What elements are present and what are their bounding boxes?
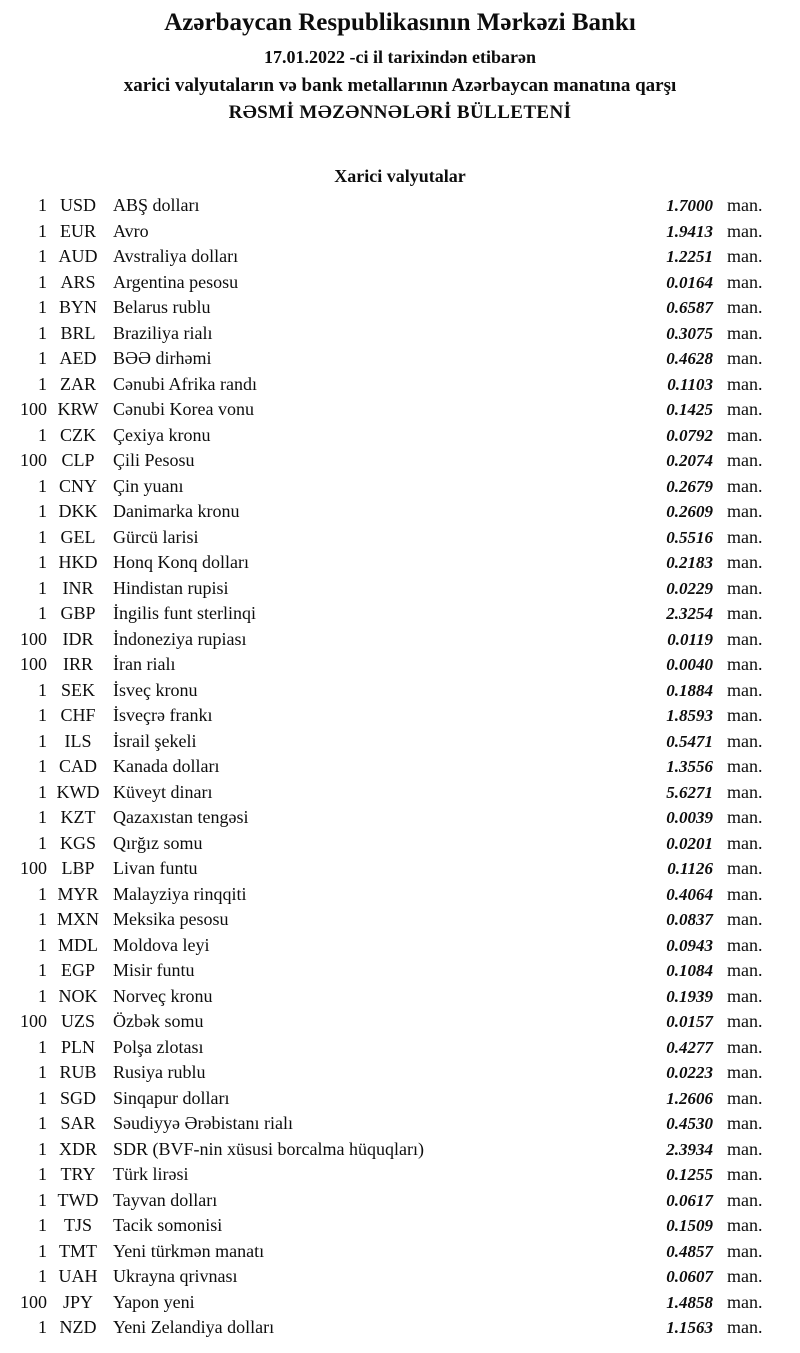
bank-title: Azərbaycan Respublikasının Mərkəzi Bankı bbox=[164, 9, 636, 36]
currency-code: MXN bbox=[56, 909, 99, 929]
currency-rate: 0.2609 bbox=[666, 502, 713, 521]
currency-row bbox=[0, 499, 800, 525]
currency-quantity: 1 bbox=[38, 246, 47, 266]
currency-name: İran rialı bbox=[113, 654, 176, 674]
currency-rate: 1.9413 bbox=[666, 221, 713, 241]
currency-row bbox=[0, 729, 800, 755]
currency-rate: 0.2074 bbox=[666, 451, 713, 470]
currency-name: BƏƏ dirhəmi bbox=[113, 348, 212, 368]
currency-unit-label: man. bbox=[727, 781, 763, 802]
currency-code: INR bbox=[62, 577, 94, 598]
currency-row bbox=[0, 1239, 800, 1265]
currency-rate: 0.0157 bbox=[666, 1012, 713, 1031]
currency-name: Hindistan rupisi bbox=[113, 577, 229, 598]
currency-rate: 0.0040 bbox=[666, 655, 713, 674]
currency-unit-label: man. bbox=[727, 1113, 763, 1133]
currency-rate: 1.3556 bbox=[666, 757, 713, 776]
currency-unit-label: man. bbox=[727, 220, 763, 241]
bulletin-title: RƏSMİ MƏZƏNNƏLƏRİ BÜLLETENİ bbox=[228, 102, 572, 123]
currency-unit-label: man. bbox=[727, 322, 763, 343]
currency-code: KRW bbox=[57, 399, 99, 419]
currency-row bbox=[0, 1315, 800, 1341]
currency-rate: 1.2251 bbox=[666, 247, 713, 266]
currency-rate: 0.0164 bbox=[666, 272, 713, 292]
currency-unit-label: man. bbox=[727, 603, 763, 623]
currency-rate: 0.2679 bbox=[666, 476, 713, 496]
currency-code: SGD bbox=[59, 1087, 96, 1108]
currency-quantity: 100 bbox=[20, 1291, 47, 1312]
currency-row bbox=[0, 856, 800, 882]
currency-unit-label: man. bbox=[727, 1266, 763, 1286]
currency-quantity: 1 bbox=[38, 1266, 47, 1286]
currency-unit-label: man. bbox=[727, 297, 763, 317]
currency-name: Özbək somu bbox=[113, 1011, 204, 1031]
currency-unit-label: man. bbox=[727, 1215, 763, 1235]
currency-quantity: 1 bbox=[38, 424, 47, 445]
currency-name: İndoneziya rupiası bbox=[113, 628, 247, 649]
currency-quantity: 1 bbox=[38, 348, 47, 368]
currency-quantity: 1 bbox=[38, 552, 47, 572]
currency-quantity: 1 bbox=[38, 756, 47, 776]
currency-quantity: 100 bbox=[20, 399, 47, 419]
currency-name: Tacik somonisi bbox=[113, 1215, 223, 1235]
currency-name: Qazaxıstan tengəsi bbox=[113, 807, 249, 827]
currency-name: İsveçrə frankı bbox=[113, 705, 213, 725]
currency-quantity: 1 bbox=[38, 807, 47, 827]
currency-code: CAD bbox=[58, 756, 97, 776]
currency-code: AUD bbox=[58, 246, 98, 266]
currency-code: NZD bbox=[59, 1317, 97, 1337]
currency-name: İsveç kronu bbox=[113, 679, 198, 700]
currency-rate: 0.1884 bbox=[666, 680, 713, 700]
currency-row bbox=[0, 448, 800, 474]
currency-row bbox=[0, 652, 800, 678]
currency-row bbox=[0, 321, 800, 347]
subject-line: xarici valyutaların və bank metallarının Azərbaycan manatına qarşı bbox=[123, 75, 677, 96]
currency-quantity: 100 bbox=[20, 858, 47, 878]
currency-row bbox=[0, 907, 800, 933]
currency-name: Moldova leyi bbox=[113, 934, 210, 955]
currency-rate: 1.2606 bbox=[666, 1088, 713, 1108]
currency-name: ABŞ dolları bbox=[113, 195, 200, 215]
currency-name: Cənubi Afrika randı bbox=[113, 373, 257, 394]
currency-name: Danimarka kronu bbox=[113, 501, 240, 521]
currency-row bbox=[0, 474, 800, 500]
currency-quantity: 1 bbox=[38, 577, 47, 598]
currency-quantity: 1 bbox=[38, 1240, 47, 1261]
currency-unit-label: man. bbox=[727, 730, 763, 751]
currency-quantity: 1 bbox=[38, 297, 47, 317]
currency-name: Sinqapur dolları bbox=[113, 1087, 230, 1108]
currency-unit-label: man. bbox=[727, 577, 763, 598]
currency-unit-label: man. bbox=[727, 807, 763, 827]
currency-name: Tayvan dolları bbox=[113, 1189, 218, 1210]
currency-unit-label: man. bbox=[727, 705, 763, 725]
currency-name: Cənubi Korea vonu bbox=[113, 399, 254, 419]
currency-unit-label: man. bbox=[727, 985, 763, 1006]
currency-quantity: 1 bbox=[38, 883, 47, 904]
currency-code: KZT bbox=[60, 807, 96, 827]
currency-name: Çexiya kronu bbox=[113, 424, 211, 445]
currency-code: UZS bbox=[60, 1011, 95, 1031]
currency-quantity: 1 bbox=[38, 985, 47, 1006]
currency-quantity: 100 bbox=[20, 450, 47, 470]
currency-unit-label: man. bbox=[727, 475, 763, 496]
currency-unit-label: man. bbox=[727, 501, 763, 521]
currency-unit-label: man. bbox=[727, 934, 763, 955]
currency-unit-label: man. bbox=[727, 909, 763, 929]
currency-rate: 0.0837 bbox=[666, 910, 713, 929]
currency-unit-label: man. bbox=[727, 246, 763, 266]
currency-rate: 0.1939 bbox=[666, 986, 713, 1006]
currency-quantity: 1 bbox=[38, 373, 47, 394]
currency-row bbox=[0, 601, 800, 627]
currency-name: Argentina pesosu bbox=[113, 271, 239, 292]
currency-code: AED bbox=[59, 348, 97, 368]
currency-unit-label: man. bbox=[727, 399, 763, 419]
currency-name: SDR (BVF-nin xüsusi borcalma hüquqları) bbox=[113, 1138, 424, 1159]
currency-row bbox=[0, 346, 800, 372]
currency-code: CHF bbox=[60, 705, 96, 725]
currency-rate: 2.3254 bbox=[666, 604, 713, 623]
currency-code: IDR bbox=[62, 628, 94, 649]
currency-rate: 0.4857 bbox=[666, 1241, 713, 1261]
currency-rate: 0.4530 bbox=[666, 1114, 713, 1133]
currency-rate: 0.4064 bbox=[666, 884, 713, 904]
currency-quantity: 1 bbox=[38, 1317, 47, 1337]
currency-row bbox=[0, 1086, 800, 1112]
currency-row bbox=[0, 1290, 800, 1316]
currency-unit-label: man. bbox=[727, 883, 763, 904]
currency-name: Çili Pesosu bbox=[113, 450, 195, 470]
currency-unit-label: man. bbox=[727, 271, 763, 292]
currency-row bbox=[0, 1162, 800, 1188]
currency-quantity: 1 bbox=[38, 832, 47, 853]
currency-name: İsrail şekeli bbox=[113, 730, 197, 751]
currency-rate: 0.0617 bbox=[666, 1190, 713, 1210]
currency-name: Yeni türkmən manatı bbox=[113, 1240, 265, 1261]
currency-unit-label: man. bbox=[727, 348, 763, 368]
currency-code: RUB bbox=[59, 1062, 97, 1082]
currency-code: USD bbox=[59, 195, 96, 215]
currency-quantity: 1 bbox=[38, 960, 47, 980]
currency-quantity: 1 bbox=[38, 909, 47, 929]
currency-name: Səudiyyə Ərəbistanı rialı bbox=[113, 1113, 293, 1133]
currency-rate: 2.3934 bbox=[666, 1139, 713, 1159]
currency-rate: 0.0039 bbox=[666, 808, 713, 827]
currency-name: Honq Konq dolları bbox=[113, 552, 249, 572]
currency-row bbox=[0, 1213, 800, 1239]
currency-name: Misir funtu bbox=[113, 960, 195, 980]
currency-code: PLN bbox=[60, 1036, 95, 1057]
currency-row bbox=[0, 1137, 800, 1163]
currency-name: Meksika pesosu bbox=[113, 909, 229, 929]
currency-unit-label: man. bbox=[727, 1087, 763, 1108]
currency-code: BRL bbox=[60, 322, 96, 343]
currency-rate: 0.4628 bbox=[666, 349, 713, 368]
currency-row bbox=[0, 933, 800, 959]
currency-rate: 0.0119 bbox=[667, 629, 713, 649]
currency-code: XDR bbox=[58, 1138, 97, 1159]
currency-code: ILS bbox=[64, 730, 92, 751]
currency-name: Livan funtu bbox=[113, 858, 198, 878]
currency-rate: 0.1084 bbox=[666, 961, 713, 980]
currency-unit-label: man. bbox=[727, 1036, 763, 1057]
currency-code: MYR bbox=[57, 883, 99, 904]
currency-code: SAR bbox=[60, 1113, 96, 1133]
currency-row bbox=[0, 550, 800, 576]
currency-name: Polşa zlotası bbox=[113, 1036, 204, 1057]
currency-quantity: 1 bbox=[38, 1215, 47, 1235]
currency-quantity: 1 bbox=[38, 1164, 47, 1184]
currency-name: Yapon yeni bbox=[113, 1291, 195, 1312]
currency-code: CZK bbox=[60, 424, 96, 445]
currency-row bbox=[0, 780, 800, 806]
currency-code: KWD bbox=[56, 781, 100, 802]
currency-code: MDL bbox=[58, 934, 98, 955]
currency-code: BYN bbox=[58, 297, 97, 317]
currency-row bbox=[0, 372, 800, 398]
currency-unit-label: man. bbox=[727, 756, 763, 776]
currency-quantity: 100 bbox=[20, 628, 47, 649]
currency-unit-label: man. bbox=[727, 1138, 763, 1159]
currency-rate: 0.4277 bbox=[666, 1037, 713, 1057]
currency-unit-label: man. bbox=[727, 195, 763, 215]
currency-rate: 0.1103 bbox=[667, 374, 713, 394]
currency-rate: 0.5516 bbox=[666, 527, 713, 547]
currency-code: TRY bbox=[60, 1164, 96, 1184]
currency-rate: 0.2183 bbox=[666, 553, 713, 572]
currency-rate: 0.0229 bbox=[666, 578, 713, 598]
currency-unit-label: man. bbox=[727, 1189, 763, 1210]
currency-rate: 0.1126 bbox=[667, 859, 713, 878]
currency-name: Norveç kronu bbox=[113, 985, 213, 1006]
currency-name: Avstraliya dolları bbox=[113, 246, 239, 266]
currency-unit-label: man. bbox=[727, 679, 763, 700]
currency-unit-label: man. bbox=[727, 1291, 763, 1312]
currency-row bbox=[0, 1188, 800, 1214]
currency-rate: 1.8593 bbox=[666, 706, 713, 725]
currency-name: Gürcü larisi bbox=[113, 526, 199, 547]
currency-row bbox=[0, 627, 800, 653]
currency-code: TJS bbox=[63, 1215, 92, 1235]
currency-code: GEL bbox=[60, 526, 96, 547]
currency-unit-label: man. bbox=[727, 654, 763, 674]
currency-row bbox=[0, 219, 800, 245]
currency-row bbox=[0, 193, 800, 219]
currency-code: LBP bbox=[61, 858, 95, 878]
currency-row bbox=[0, 423, 800, 449]
currency-quantity: 1 bbox=[38, 1138, 47, 1159]
currency-quantity: 1 bbox=[38, 1189, 47, 1210]
currency-rate: 0.0607 bbox=[666, 1267, 713, 1286]
currency-unit-label: man. bbox=[727, 552, 763, 572]
currency-code: TMT bbox=[59, 1240, 97, 1261]
currency-unit-label: man. bbox=[727, 1240, 763, 1261]
currency-quantity: 100 bbox=[20, 1011, 47, 1031]
currency-row bbox=[0, 754, 800, 780]
currency-quantity: 1 bbox=[38, 781, 47, 802]
currency-row bbox=[0, 1264, 800, 1290]
currency-unit-label: man. bbox=[727, 526, 763, 547]
currency-row bbox=[0, 882, 800, 908]
currency-unit-label: man. bbox=[727, 1317, 763, 1337]
currency-name: Malayziya rinqqiti bbox=[113, 883, 247, 904]
currency-row bbox=[0, 678, 800, 704]
currency-name: Çin yuanı bbox=[113, 475, 184, 496]
currency-quantity: 100 bbox=[20, 654, 47, 674]
currency-rate: 0.1425 bbox=[666, 400, 713, 419]
currency-code: EGP bbox=[60, 960, 95, 980]
currency-rate: 0.0223 bbox=[666, 1063, 713, 1082]
currency-quantity: 1 bbox=[38, 603, 47, 623]
currency-code: NOK bbox=[58, 985, 98, 1006]
currency-name: Türk lirəsi bbox=[113, 1164, 189, 1184]
currency-code: SEK bbox=[60, 679, 95, 700]
currency-code: IRR bbox=[62, 654, 93, 674]
currency-rate: 5.6271 bbox=[666, 782, 713, 802]
currency-row bbox=[0, 1035, 800, 1061]
currency-quantity: 1 bbox=[38, 501, 47, 521]
currency-row bbox=[0, 244, 800, 270]
currency-code: CNY bbox=[58, 475, 97, 496]
currency-quantity: 1 bbox=[38, 730, 47, 751]
section-title-foreign-currencies: Xarici valyutalar bbox=[334, 166, 466, 186]
currency-name: Kanada dolları bbox=[113, 756, 220, 776]
currency-row bbox=[0, 805, 800, 831]
currency-unit-label: man. bbox=[727, 858, 763, 878]
currency-name: Belarus rublu bbox=[113, 297, 211, 317]
currency-name: Braziliya rialı bbox=[113, 322, 213, 343]
currency-name: İngilis funt sterlinqi bbox=[113, 603, 256, 623]
currency-row bbox=[0, 576, 800, 602]
currency-row bbox=[0, 1111, 800, 1137]
currency-rate: 1.1563 bbox=[666, 1318, 713, 1337]
currency-rate: 0.3075 bbox=[666, 323, 713, 343]
currency-quantity: 1 bbox=[38, 934, 47, 955]
currency-quantity: 1 bbox=[38, 475, 47, 496]
currency-code: GBP bbox=[60, 603, 96, 623]
currency-quantity: 1 bbox=[38, 1062, 47, 1082]
rates-table bbox=[0, 193, 800, 1341]
currency-row bbox=[0, 984, 800, 1010]
currency-name: Yeni Zelandiya dolları bbox=[113, 1317, 275, 1337]
currency-code: DKK bbox=[58, 501, 98, 521]
currency-rate: 0.0792 bbox=[666, 425, 713, 445]
currency-name: Rusiya rublu bbox=[113, 1062, 206, 1082]
currency-unit-label: man. bbox=[727, 628, 763, 649]
currency-row bbox=[0, 270, 800, 296]
currency-code: HKD bbox=[58, 552, 98, 572]
currency-code: KGS bbox=[59, 832, 96, 853]
currency-rate: 0.1509 bbox=[666, 1216, 713, 1235]
currency-row bbox=[0, 397, 800, 423]
currency-rate: 1.4858 bbox=[666, 1292, 713, 1312]
currency-code: ZAR bbox=[60, 373, 96, 394]
currency-row bbox=[0, 525, 800, 551]
currency-code: EUR bbox=[60, 220, 96, 241]
currency-rate: 0.0201 bbox=[666, 833, 713, 853]
currency-unit-label: man. bbox=[727, 1011, 763, 1031]
currency-row bbox=[0, 831, 800, 857]
currency-unit-label: man. bbox=[727, 424, 763, 445]
currency-name: Ukrayna qrivnası bbox=[113, 1266, 238, 1286]
currency-row bbox=[0, 295, 800, 321]
currency-unit-label: man. bbox=[727, 373, 763, 394]
currency-code: UAH bbox=[58, 1266, 98, 1286]
currency-rate: 0.0943 bbox=[666, 935, 713, 955]
currency-unit-label: man. bbox=[727, 1164, 763, 1184]
currency-unit-label: man. bbox=[727, 450, 763, 470]
bulletin-header bbox=[0, 0, 800, 125]
effective-date-line: 17.01.2022 -ci il tarixindən etibarən bbox=[264, 47, 536, 67]
currency-unit-label: man. bbox=[727, 832, 763, 853]
currency-quantity: 1 bbox=[38, 322, 47, 343]
currency-name: Avro bbox=[113, 220, 149, 241]
currency-unit-label: man. bbox=[727, 1062, 763, 1082]
currency-rate: 1.7000 bbox=[666, 196, 713, 215]
currency-unit-label: man. bbox=[727, 960, 763, 980]
currency-row bbox=[0, 1009, 800, 1035]
currency-name: Küveyt dinarı bbox=[113, 781, 213, 802]
currency-quantity: 1 bbox=[38, 1036, 47, 1057]
currency-row bbox=[0, 703, 800, 729]
currency-row bbox=[0, 1060, 800, 1086]
currency-quantity: 1 bbox=[38, 220, 47, 241]
currency-code: CLP bbox=[61, 450, 95, 470]
currency-code: JPY bbox=[62, 1291, 93, 1312]
currency-quantity: 1 bbox=[38, 705, 47, 725]
currency-name: Qırğız somu bbox=[113, 832, 203, 853]
currency-quantity: 1 bbox=[38, 1113, 47, 1133]
currency-code: ARS bbox=[60, 271, 96, 292]
currency-quantity: 1 bbox=[38, 679, 47, 700]
currency-row bbox=[0, 958, 800, 984]
currency-code: TWD bbox=[57, 1189, 99, 1210]
currency-rate: 0.1255 bbox=[666, 1165, 713, 1184]
currency-quantity: 1 bbox=[38, 271, 47, 292]
currency-quantity: 1 bbox=[38, 195, 47, 215]
currency-quantity: 1 bbox=[38, 1087, 47, 1108]
currency-quantity: 1 bbox=[38, 526, 47, 547]
currency-rate: 0.6587 bbox=[666, 298, 713, 317]
currency-rate: 0.5471 bbox=[666, 731, 713, 751]
